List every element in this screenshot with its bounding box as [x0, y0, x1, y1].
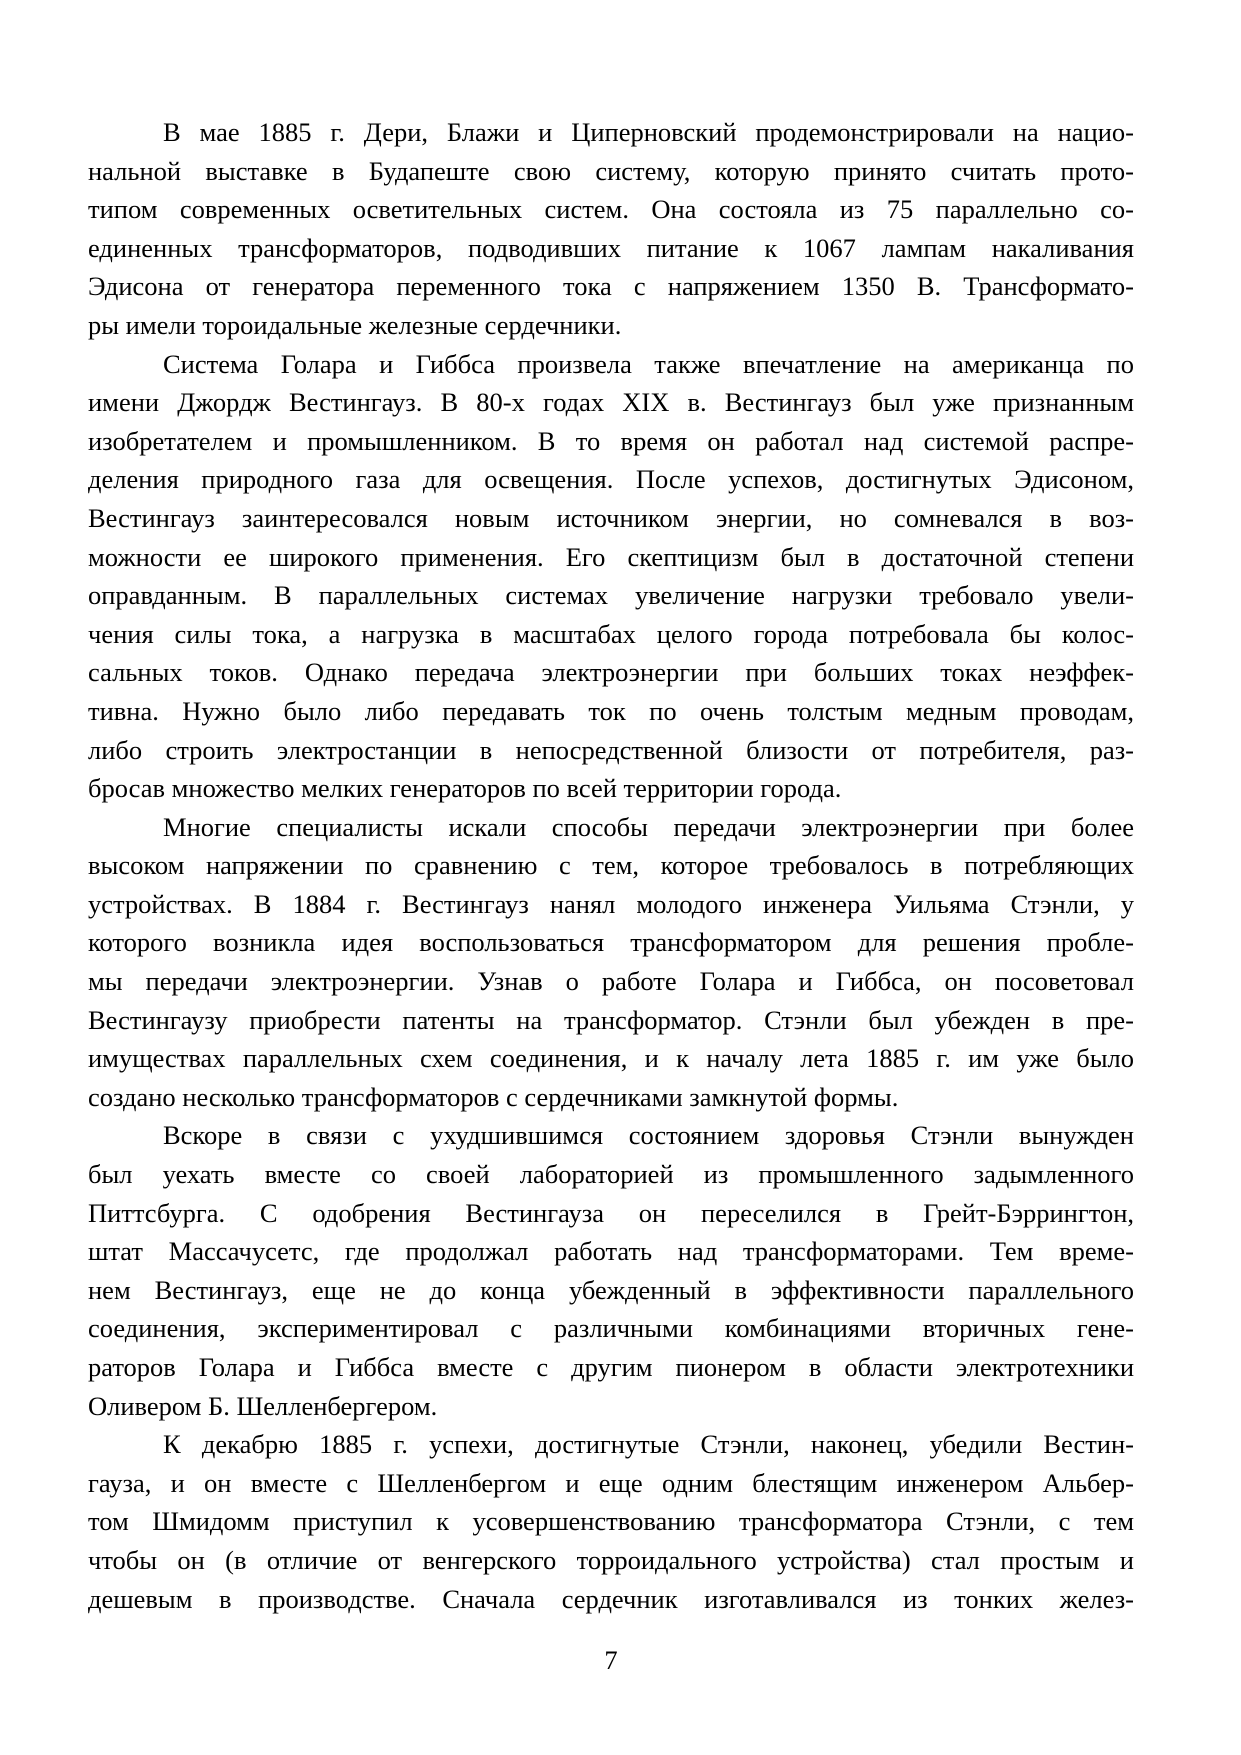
- text-line: которого возникла идея воспользоваться трансформатором для решения пробле-: [88, 927, 1134, 958]
- text-line: сальных токов. Однако передача электроэнергии при больших токах неэффек-: [88, 657, 1134, 688]
- paragraph: [88, 1116, 1134, 1425]
- text-line: либо строить электростанции в непосредственной близости от потребителя, раз-: [88, 734, 1134, 765]
- text-line: деления природного газа для освещения. После успехов, достигнутых Эдисоном,: [88, 464, 1134, 495]
- text-line: Эдисона от генератора переменного тока с напряжением 1350 В. Трансформато-: [88, 271, 1134, 302]
- paragraph: [88, 345, 1134, 808]
- text-line: Система Голара и Гиббса произвела также впечатление на американца по: [163, 348, 1134, 379]
- text-line: Оливером Б. Шелленбергером.: [88, 1390, 438, 1421]
- text-line: бросав множество мелких генераторов по всей территории города.: [88, 773, 842, 804]
- text-line: гауза, и он вместе с Шелленбергом и еще одним блестящим инженером Альбер-: [88, 1467, 1134, 1498]
- text-line: К декабрю 1885 г. успехи, достигнутые Стэнли, наконец, убедили Вестин-: [163, 1429, 1134, 1460]
- text-line: штат Массачусетс, где продолжал работать над трансформаторами. Тем време-: [88, 1236, 1134, 1267]
- text-line: Вскоре в связи с ухудшившимся состоянием здоровья Стэнли вынужден: [163, 1120, 1134, 1151]
- text-line: создано несколько трансформаторов с сердечниками замкнутой формы.: [88, 1081, 899, 1112]
- text-line: единенных трансформаторов, подводивших питание к 1067 лампам накаливания: [88, 232, 1134, 263]
- text-line: имуществах параллельных схем соединения, и к началу лета 1885 г. им уже было: [88, 1043, 1134, 1074]
- text-line: высоком напряжении по сравнению с тем, которое требовалось в потребляющих: [88, 850, 1134, 881]
- text-line: Питтсбурга. С одобрения Вестингауза он переселился в Грейт-Бэррингтон,: [88, 1197, 1134, 1228]
- text-line: оправданным. В параллельных системах увеличение нагрузки требовало увели-: [88, 580, 1134, 611]
- page-number: 7: [604, 1645, 618, 1675]
- paragraph: [88, 113, 1134, 345]
- text-line: типом современных осветительных систем. Она состояла из 75 параллельно со-: [88, 194, 1134, 225]
- text-line: чтобы он (в отличие от венгерского торроидального устройства) стал простым и: [88, 1544, 1134, 1575]
- text-line: соединения, экспериментировал с различными комбинациями вторичных гене-: [88, 1313, 1134, 1344]
- text-line: Вестингауз заинтересовался новым источником энергии, но сомневался в воз-: [88, 502, 1134, 533]
- text-line: том Шмидомм приступил к усовершенствованию трансформатора Стэнли, с тем: [88, 1506, 1134, 1537]
- body-text: [88, 113, 1134, 1618]
- paragraph: [88, 1425, 1134, 1618]
- text-line: ры имели тороидальные железные сердечники.: [88, 309, 622, 340]
- paragraph: [88, 808, 1134, 1117]
- text-line: чения силы тока, а нагрузка в масштабах целого города потребовала бы колос-: [88, 618, 1134, 649]
- text-line: нальной выставке в Будапеште свою систему, которую принято считать прото-: [88, 155, 1134, 186]
- text-line: был уехать вместе со своей лабораторией из промышленного задымленного: [88, 1159, 1134, 1190]
- text-line: имени Джордж Вестингауз. В 80-х годах XIX в. Вестингауз был уже признанным: [88, 387, 1134, 418]
- text-line: раторов Голара и Гиббса вместе с другим пионером в области электротехники: [88, 1352, 1134, 1382]
- text-line: изобретателем и промышленником. В то время он работал над системой распре-: [88, 425, 1134, 456]
- text-line: Вестингаузу приобрести патенты на трансформатор. Стэнли был убежден в пре-: [88, 1004, 1134, 1035]
- text-line: устройствах. В 1884 г. Вестингауз нанял молодого инженера Уильяма Стэнли, у: [88, 888, 1134, 919]
- text-line: дешевым в производстве. Сначала сердечник изготавливался из тонких желез-: [88, 1583, 1134, 1614]
- text-line: Многие специалисты искали способы передачи электроэнергии при более: [163, 811, 1134, 842]
- text-line: нем Вестингауз, еще не до конца убежденный в эффективности параллельного: [88, 1274, 1134, 1305]
- text-line: В мае 1885 г. Дери, Блажи и Циперновский продемонстрировали на нацио-: [163, 117, 1134, 147]
- text-line: тивна. Нужно было либо передавать ток по очень толстым медным проводам,: [88, 695, 1134, 726]
- text-line: можности ее широкого применения. Его скептицизм был в достаточной степени: [88, 541, 1134, 572]
- text-line: мы передачи электроэнергии. Узнав о работе Голара и Гиббса, он посоветовал: [88, 966, 1134, 997]
